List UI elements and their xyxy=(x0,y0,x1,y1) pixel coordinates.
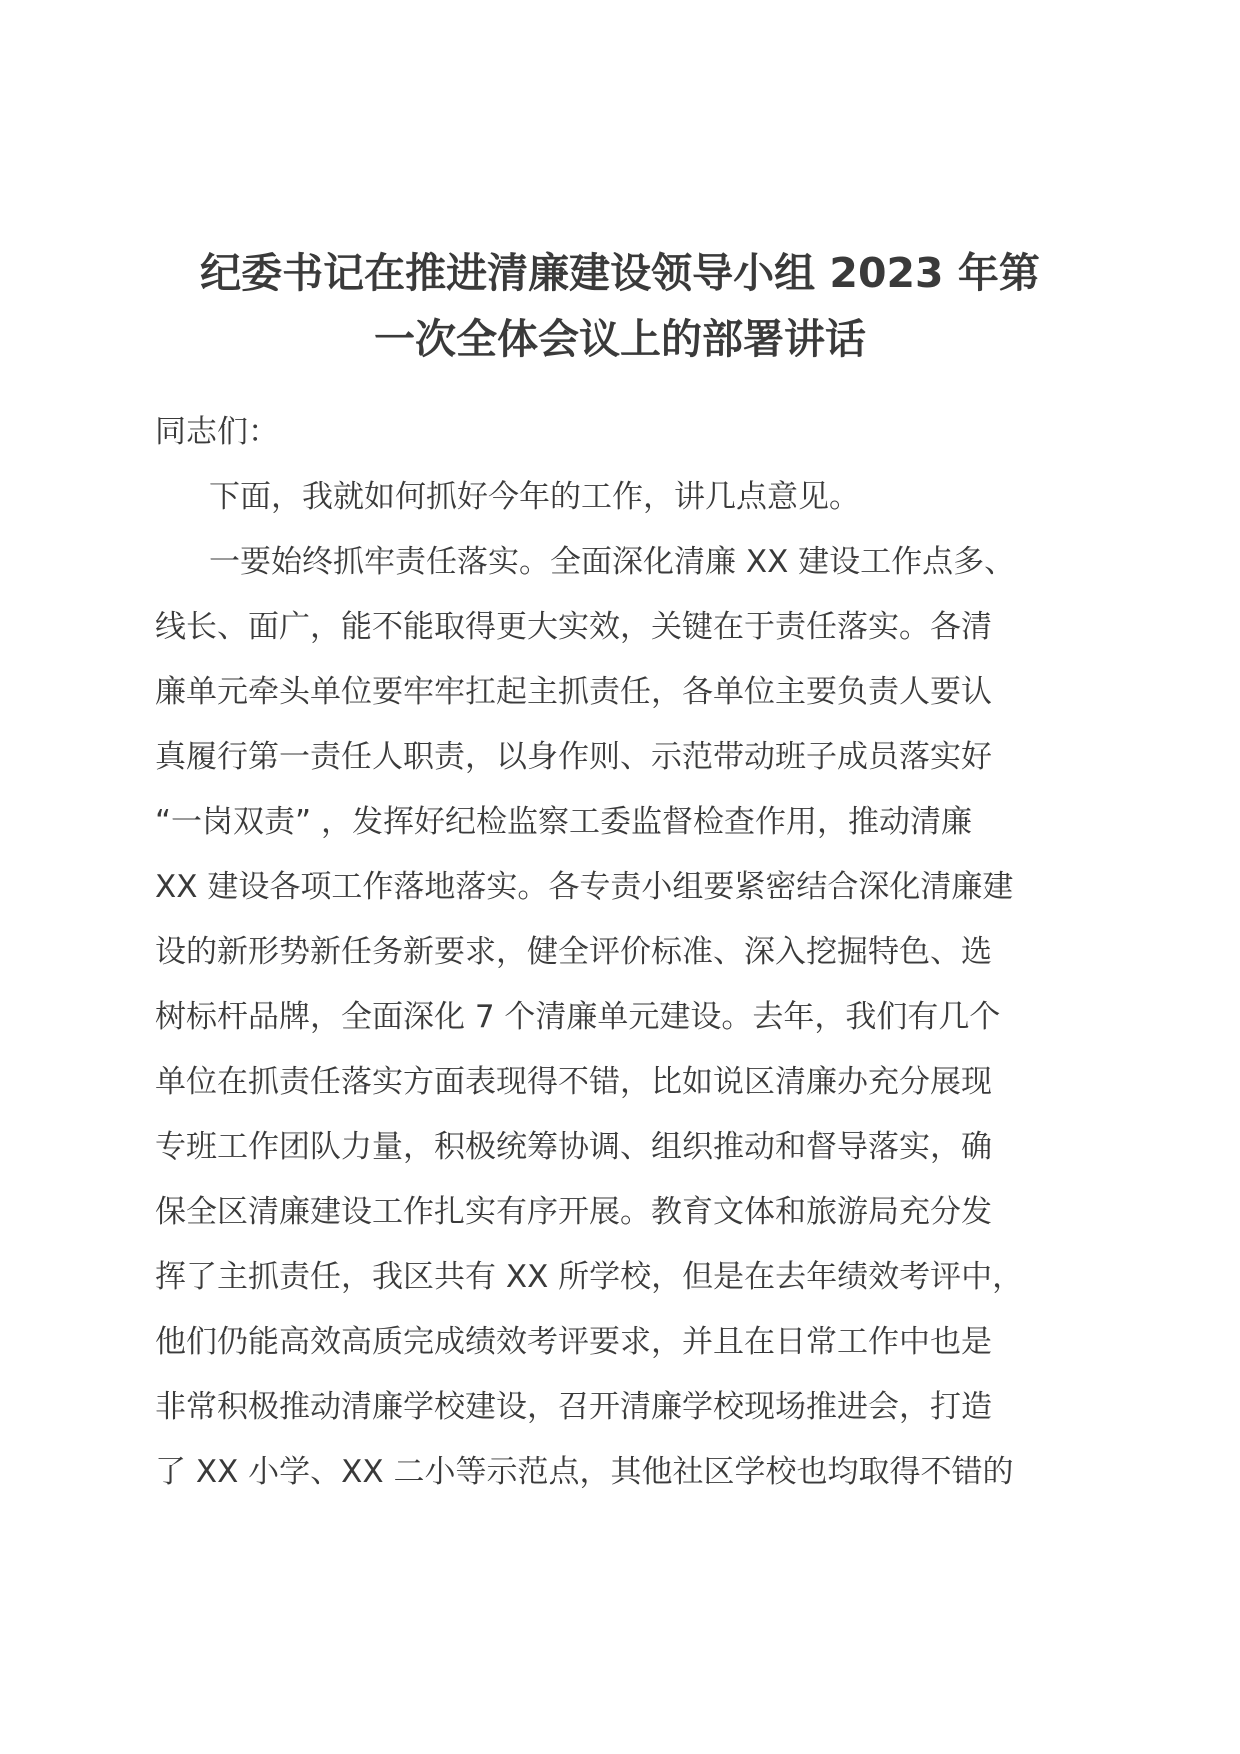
paragraph-line: 树标杆品牌，全面深化 7 个清廉单元建设。去年，我们有几个 xyxy=(155,999,1001,1035)
paragraph-line: 挥了主抓责任，我区共有 XX 所学校，但是在去年绩效考评中， xyxy=(155,1259,1024,1295)
document-title xyxy=(140,240,1100,372)
paragraph-line: 单位在抓责任落实方面表现得不错，比如说区清廉办充分展现 xyxy=(155,1064,992,1100)
paragraph-line: 了 XX 小学、XX 二小等示范点，其他社区学校也均取得不错的 xyxy=(155,1454,1014,1490)
title-line: 纪委书记在推进清廉建设领导小组 2023 年第 xyxy=(200,249,1040,297)
paragraph-line: 线长、面广，能不能取得更大实效，关键在于责任落实。各清 xyxy=(155,609,992,645)
paragraph-line: 非常积极推动清廉学校建设，召开清廉学校现场推进会，打造 xyxy=(155,1389,992,1425)
document-body xyxy=(155,400,1085,1505)
paragraph-line: 他们仍能高效高质完成绩效考评要求，并且在日常工作中也是 xyxy=(155,1324,992,1360)
paragraph-line: 设的新形势新任务新要求，健全评价标准、深入挖掘特色、选 xyxy=(155,934,992,970)
paragraph-line: 保全区清廉建设工作扎实有序开展。教育文体和旅游局充分发 xyxy=(155,1194,992,1230)
paragraph-line: 专班工作团队力量，积极统筹协调、组织推动和督导落实，确 xyxy=(155,1129,992,1165)
paragraph-line: XX 建设各项工作落地落实。各专责小组要紧密结合深化清廉建 xyxy=(155,869,1014,905)
paragraph-line: 一要始终抓牢责任落实。全面深化清廉 XX 建设工作点多、 xyxy=(209,544,1016,580)
salutation: 同志们： xyxy=(155,414,279,450)
title-line: 一次全体会议上的部署讲话 xyxy=(374,315,866,363)
paragraph-line: “一岗双责” ，发挥好纪检监察工委监督检查作用，推动清廉 xyxy=(155,804,972,840)
paragraph-line: 下面，我就如何抓好今年的工作，讲几点意见。 xyxy=(209,479,860,515)
paragraph-line: 廉单元牵头单位要牢牢扛起主抓责任，各单位主要负责人要认 xyxy=(155,674,992,710)
paragraph-line: 真履行第一责任人职责，以身作则、示范带动班子成员落实好 xyxy=(155,739,992,775)
